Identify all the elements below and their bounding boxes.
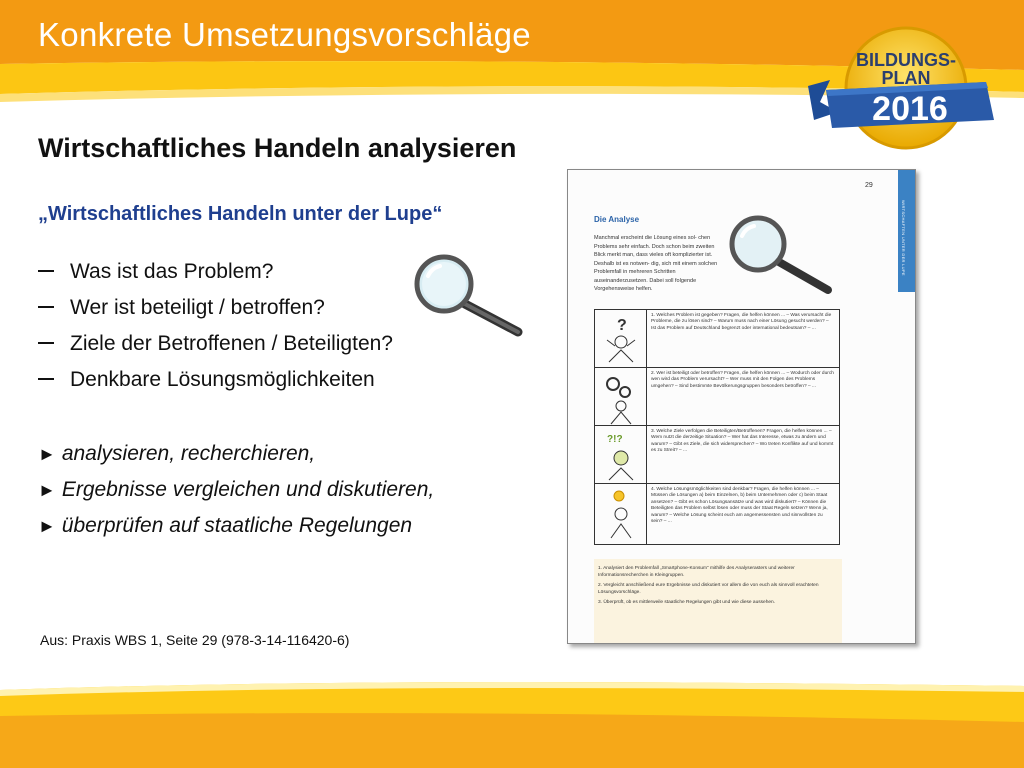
book-page-intro: Manchmal erscheint die Lösung eines sol- chen Problems sehr einfach. Doch schon beim zweiten Blick merkt man, dass vieles oft komplizierter ist. Deshalb ist es notwen- dig, sich mit einem solchen Problemfall in mehreren Schritten auseinanderzusetzen. Dabei soll folgende Vorgehensweise helfen. [594,235,718,292]
bildungsplan-badge-icon [808,24,994,164]
source-citation: Aus: Praxis WBS 1, Seite 29 (978-3-14-116420-6) [40,632,350,648]
action-item: ► Ergebnisse vergleichen und diskutieren, [38,478,435,501]
badge-line1: BILDUNGS- [856,50,956,70]
svg-text:?: ? [617,317,627,334]
magnifier-icon [410,254,525,339]
task-item: 3. Überprüft, ob es mittlerweile staatliche Regelungen gibt und wie diese aussehen. [598,600,776,605]
badge-line2: PLAN [881,68,931,88]
table-cell: 4. Welche Lösungsmöglichkeiten sind denkbar? Fragen, die helfen können ... – Müssen die Lösungen a) beim Einzelnen, b) beim Unternehmen oder c) beim Staat ansetzen? – Gibt es schon Lösungsansätze und was wird diskutiert? – Können die Beteiligten das Problem selbst lösen oder muss der Staat Regeln setzen? Wenn ja, warum? – Welche Lösung scheint euch am angemessensten und sinnvollsten zu sein? – ... [651,487,828,525]
triangle-right-icon: ► [38,516,56,536]
table-cell: 3. Welche Ziele verfolgen die Beteiligten/Betroffenen? Fragen, die helfen können ... – Wem nutzt die derzeitige Situation? – Wer hat das Interesse, etwas zu ändern und warum? – Gibt es Ziele, die sich widersprechen? – Wo treten Konflikte auf und kommt es zu Streit? – ... [651,429,834,454]
section-title: Wirtschaftliches Handeln analysieren [38,133,517,163]
dash-icon [38,342,54,344]
analysis-table [594,309,840,545]
dash-icon [38,270,54,272]
question-figure-icon [595,310,647,367]
table-row [595,484,839,544]
svg-text:?!?: ?!? [607,434,623,445]
action-item: ► analysieren, recherchieren, [38,442,316,465]
action-list [38,436,434,544]
task-item: 2. Vergleicht anschließend eure Ergebnisse und diskutiert vor allem die von euch als sinnvoll erachteten Lösungsvorschläge. [598,583,819,595]
question-item: Wer ist beteiligt / betroffen? [38,290,393,326]
question-item: Was ist das Problem? [38,254,393,290]
question-item: Denkbare Lösungsmöglichkeiten [38,362,393,398]
table-row [595,310,839,368]
dash-icon [38,306,54,308]
magnifier-icon [724,214,834,298]
table-row [595,426,839,484]
page-number: 29 [865,182,873,189]
slide-title: Konkrete Umsetzungsvorschläge [38,16,531,53]
task-box [594,559,842,644]
table-cell: 2. Wer ist beteiligt oder betroffen? Fragen, die helfen können ... – Wodurch oder durch wen wird das Problem verursacht? – Wer muss mit den Folgen des Problems umgehen? – Sind bestimmte Bevölkerungsgruppen besonders betroffen? – ... [651,371,834,389]
thinking-figure-icon [595,426,647,483]
subtitle: „Wirtschaftliches Handeln unter der Lupe“ [38,203,443,225]
table-row [595,368,839,426]
book-page-image [567,169,916,644]
gears-figure-icon [595,368,647,425]
chapter-tab-label: WIRTSCHAFTEN UNTER DER LUPE [901,200,906,276]
dash-icon [38,378,54,380]
book-page-title: Die Analyse [594,215,640,224]
question-item: Ziele der Betroffenen / Beteiligten? [38,326,393,362]
footer-band [0,672,1024,768]
triangle-right-icon: ► [38,444,56,464]
badge-year: 2016 [872,90,948,128]
triangle-right-icon: ► [38,480,56,500]
question-list [38,254,393,398]
idea-figure-icon [595,484,647,544]
task-item: 1. Analysiert den Problemfall „Smartphone-Konsum“ mithilfe des Analyserasters und weiterer Informationsrecherchen in Kleingruppen. [598,566,795,578]
table-cell: 1. Welches Problem ist gegeben? Fragen, die helfen können ... – Was verursacht die Probleme, die zu lösen sind? – Warum muss nach einer Lösung gesucht werden? – Ist das Problem auf Deutschland begrenzt oder international bedeutsam? – ... [651,313,832,331]
action-item: ► überprüfen auf staatliche Regelungen [38,514,413,537]
